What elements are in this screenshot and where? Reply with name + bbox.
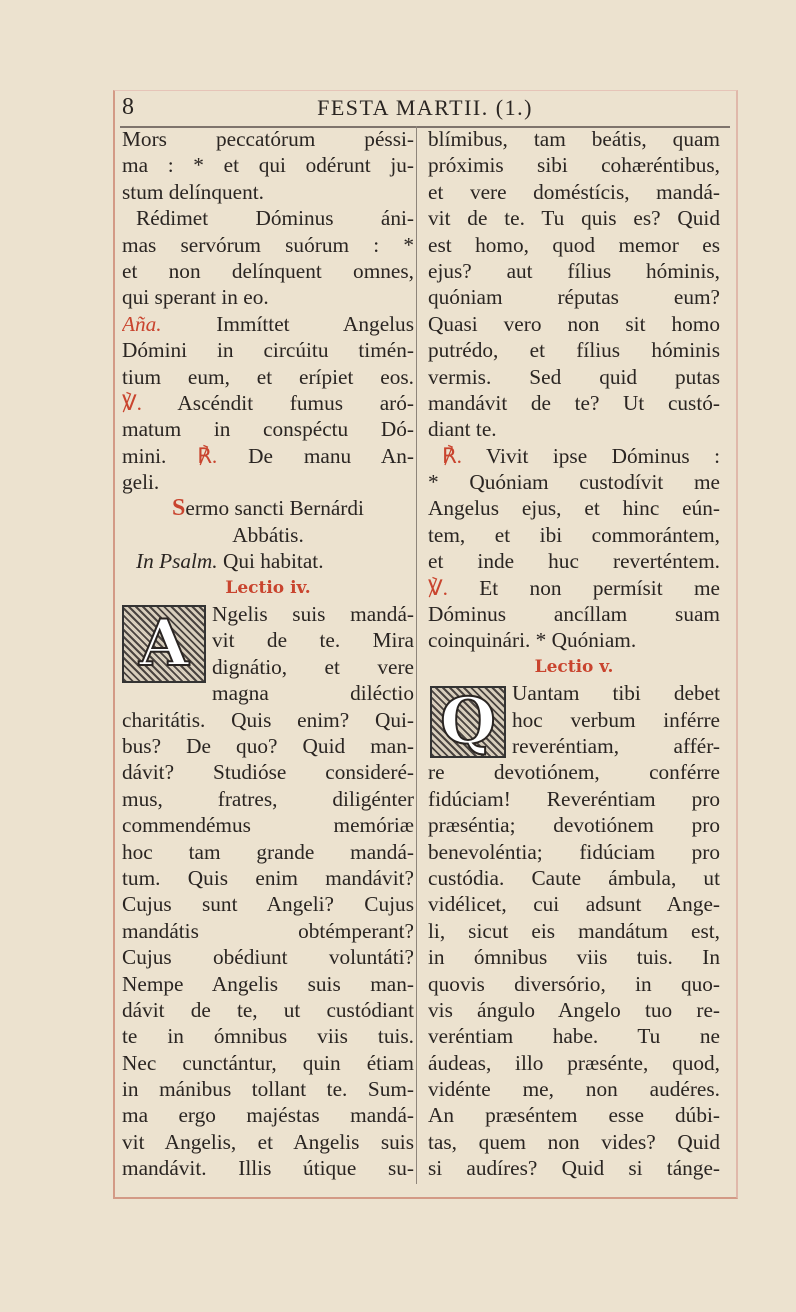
text-line: veréntiam habe. Tu ne <box>428 1024 720 1049</box>
text-line: dignátio, et vere <box>212 654 414 679</box>
dropcap-q-ornament <box>430 686 506 758</box>
left-column <box>122 126 414 1182</box>
text-line: reveréntiam, affér- <box>512 733 720 758</box>
text-line: coinquinári. * Quóniam. <box>428 628 637 653</box>
page-header <box>120 92 730 128</box>
text-line: vit de te. Mira <box>212 628 414 653</box>
sermo-author: Abbátis. <box>232 522 304 547</box>
dropcap-a-letter: A <box>139 606 189 682</box>
lectio-v-heading: Lectio v. <box>534 656 614 677</box>
column-divider <box>416 126 417 1184</box>
text-line: charitátis. Quis enim? Qui- <box>122 707 414 732</box>
text-line: vermis. Sed quid putas <box>428 364 720 389</box>
text-line: Dóminus ancíllam suam <box>428 602 720 627</box>
text-line: mandátis obtémperant? <box>122 918 414 943</box>
response-text: De manu An- <box>248 443 414 468</box>
text-line: quóniam réputas eum? <box>428 285 720 310</box>
text-line: Nec cunctántur, quin étiam <box>122 1050 414 1075</box>
left-block-2 <box>122 337 414 390</box>
text-line: * Quóniam custodívit me <box>428 470 720 495</box>
sermo-initial: S <box>172 495 186 522</box>
text-line: et vere doméstícis, mandá- <box>428 179 720 204</box>
psalm-text: Qui habitat. <box>222 549 324 574</box>
text-line: Angelus ejus, et hinc eún- <box>428 496 720 521</box>
text-line: Quasi vero non sit homo <box>428 311 720 336</box>
left-block-1 <box>122 126 414 311</box>
text-line: vit Angelis, et Angelis suis <box>122 1129 414 1154</box>
running-title: FESTA MARTII. (1.) <box>317 95 533 120</box>
text-line: magna diléctio <box>212 681 414 706</box>
sermo-heading <box>122 495 414 521</box>
text-line: stum delínquent. <box>122 179 264 204</box>
text-line: in mánibus tollant te. Sum- <box>122 1077 414 1102</box>
text-line: vidénte me, non audéres. <box>428 1077 720 1102</box>
text-line: et inde huc reverténtem. <box>428 549 720 574</box>
text-line: hoc tam grande mandá- <box>122 839 414 864</box>
text-line: Uantam tibi debet <box>512 681 720 706</box>
page-number: 8 <box>122 94 134 120</box>
versicle2-text: Et non permísit me <box>479 575 720 600</box>
text-line: benevoléntia; fidúciam pro <box>428 839 720 864</box>
versicle-text: Ascéndit fumus aró- <box>177 390 414 415</box>
text-line: vit de te. Tu quis es? Quid <box>428 206 720 231</box>
text-line: in ómnibus viis tuis. In <box>428 945 720 970</box>
response2-text: Vivit ipse Dóminus : <box>485 443 720 468</box>
left-block-5 <box>122 707 414 1182</box>
text-line: vidélicet, cui adsunt Ange- <box>428 892 720 917</box>
text-line: præséntia; devotiónem pro <box>428 813 720 838</box>
text-line: geli. <box>122 470 160 495</box>
dropcap-q-letter: Q <box>440 684 496 760</box>
sermo-text: ermo sancti Bernárdi <box>185 496 364 521</box>
text-line: bus? De quo? Quid man- <box>122 733 414 758</box>
text-line: matum in conspéctu Dó- <box>122 417 414 442</box>
text-line: Mors peccatórum péssi- <box>122 127 414 151</box>
right-column <box>428 126 720 1182</box>
response-symbol: ℟. <box>197 443 218 468</box>
text-line: vis ángulo Angelo tuo re- <box>428 997 720 1022</box>
response2-line <box>428 443 720 469</box>
text-line: dávit de te, ut custódiant <box>122 997 414 1022</box>
text-line: et non delínquent omnes, <box>122 258 414 283</box>
text-line: commendémus memóriæ <box>122 813 414 838</box>
response2-symbol: ℟. <box>442 443 462 468</box>
right-block-1 <box>428 126 720 443</box>
psalm-reference <box>122 548 414 574</box>
text-line: putrédo, et fílius hóminis <box>428 338 720 363</box>
right-block-2 <box>428 469 720 575</box>
text-line: Nempe Angelis suis man- <box>122 971 414 996</box>
text-line: tium eum, et erípiet eos. <box>122 364 414 389</box>
text-line: quovis diversório, in quo- <box>428 971 720 996</box>
text-line: est homo, quod memor es <box>428 232 720 257</box>
text-line: tem, et ibi commorántem, <box>428 522 720 547</box>
dropcap-q-block <box>428 680 720 759</box>
text-line: ejus? aut fílius hóminis, <box>428 258 720 283</box>
text-line: custódia. Caute ámbula, ut <box>428 865 720 890</box>
antiphon-line <box>122 311 414 337</box>
text-line: te in ómnibus viis tuis. <box>122 1024 414 1049</box>
antiphon-label: Aña. <box>122 311 162 336</box>
text-line: hoc verbum inférre <box>512 707 720 732</box>
text-line: mus, fratres, diligénter <box>122 786 414 811</box>
text-line: dávit? Studióse consideré- <box>122 760 414 785</box>
text-line: próximis sibi cohæréntibus, <box>428 153 720 178</box>
text-line: blímibus, tam beátis, quam <box>428 127 720 151</box>
text-line: Dómini in circúitu timén- <box>122 338 414 363</box>
text-line: fidúciam! Reveréntiam pro <box>428 786 720 811</box>
text-line: ma : * et qui odérunt ju- <box>122 153 414 178</box>
versicle2-line <box>428 575 720 601</box>
text-line: Cujus sunt Angeli? Cujus <box>122 892 414 917</box>
text-line: áudeas, illo præsénte, quod, <box>428 1050 720 1075</box>
text-line: Cujus obédiunt voluntáti? <box>122 945 414 970</box>
left-block-4 <box>122 469 414 495</box>
right-block-4 <box>428 759 720 1181</box>
text-line: Ngelis suis mandá- <box>212 602 414 627</box>
antiphon-text: Immíttet Angelus <box>216 311 414 336</box>
text-line: diant te. <box>428 417 497 442</box>
text-line: mas servórum suórum : * <box>122 232 414 257</box>
text-line: si audíres? Quid si tánge- <box>428 1156 720 1181</box>
text-line: An præséntem esse dúbi- <box>428 1103 720 1128</box>
versicle2-symbol: ℣. <box>428 575 448 600</box>
dropcap-a-ornament <box>122 605 206 683</box>
text-line: Rédimet Dóminus áni- <box>136 206 414 231</box>
dropcap-a-block <box>122 601 414 707</box>
response-pre: mini. <box>122 443 167 468</box>
text-line: mandávit de te? Ut custó- <box>428 390 720 415</box>
psalm-label: In Psalm. <box>136 549 218 574</box>
lectio-iv-heading: Lectio iv. <box>225 577 311 598</box>
text-line: re devotiónem, conférre <box>428 760 720 785</box>
versicle-symbol: ℣. <box>122 390 142 415</box>
text-line: li, sicut eis mandátum est, <box>428 918 720 943</box>
text-line: mandávit. Illis útique su- <box>122 1156 414 1181</box>
response-line <box>122 443 414 469</box>
text-line: tum. Quis enim mandávit? <box>122 865 414 890</box>
text-line: ma ergo majéstas mandá- <box>122 1103 414 1128</box>
text-line: qui sperant in eo. <box>122 285 269 310</box>
text-line: tas, quem non vides? Quid <box>428 1129 720 1154</box>
right-block-3 <box>428 601 720 654</box>
versicle-line <box>122 390 414 416</box>
left-block-3 <box>122 416 414 442</box>
